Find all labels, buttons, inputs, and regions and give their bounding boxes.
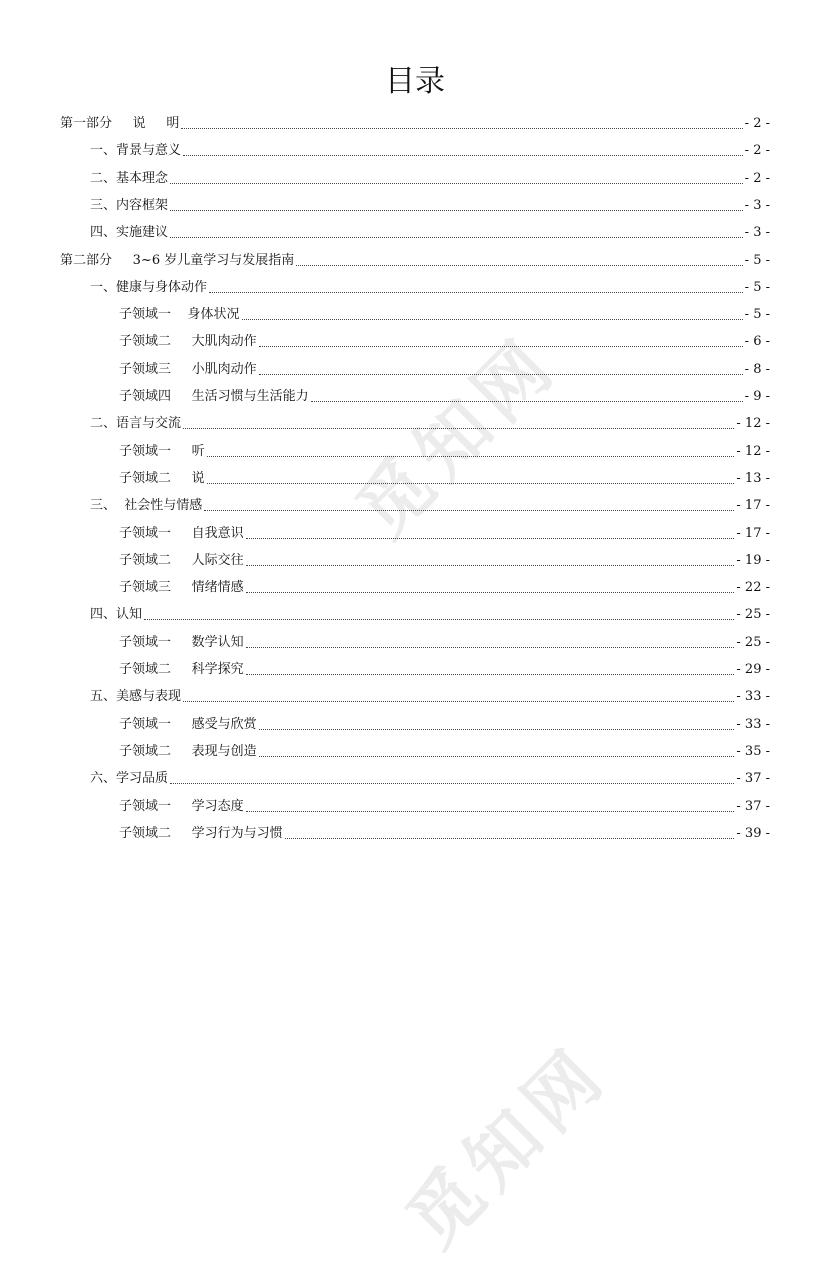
toc-entry-label: 子领域二 说 bbox=[119, 470, 205, 486]
toc-entry[interactable] bbox=[90, 678, 770, 705]
dot-leader bbox=[246, 564, 735, 566]
dot-leader bbox=[259, 345, 743, 347]
dot-leader bbox=[170, 236, 743, 238]
toc-entry[interactable] bbox=[90, 487, 770, 514]
toc-entry[interactable] bbox=[119, 624, 770, 651]
toc-entry-page-number: - 19 - bbox=[736, 552, 770, 568]
toc-entry-page-number: - 12 - bbox=[736, 416, 770, 432]
toc-entry-label: 子领域二 表现与创造 bbox=[119, 743, 257, 759]
toc-entry-page-number: - 33 - bbox=[736, 716, 770, 732]
watermark-text: 觅知网 bbox=[390, 1029, 624, 1263]
toc-entry-page-number: - 17 - bbox=[736, 525, 770, 541]
toc-entry[interactable] bbox=[90, 187, 770, 214]
toc-entry-label: 子领域一 听 bbox=[119, 443, 205, 459]
dot-leader bbox=[170, 182, 743, 184]
toc-entry-label: 子领域二 科学探究 bbox=[119, 662, 244, 677]
dot-leader bbox=[246, 591, 735, 593]
toc-entry[interactable] bbox=[119, 542, 770, 569]
toc-entry[interactable] bbox=[90, 132, 770, 159]
toc-entry[interactable] bbox=[90, 269, 770, 296]
toc-entry[interactable] bbox=[90, 596, 770, 623]
dot-leader bbox=[246, 810, 735, 812]
toc-entry-page-number: - 13 - bbox=[736, 470, 770, 486]
toc-entry-label: 子领域一 数学认知 bbox=[119, 634, 244, 650]
toc-entry-label: 第二部分 3~6 岁儿童学习与发展指南 bbox=[60, 252, 295, 268]
dot-leader bbox=[246, 537, 735, 539]
toc-entry[interactable] bbox=[119, 351, 770, 378]
toc-entry[interactable] bbox=[119, 378, 770, 405]
dot-leader bbox=[170, 209, 743, 211]
toc-entry-page-number: - 6 - bbox=[744, 334, 770, 350]
dot-leader bbox=[296, 264, 742, 266]
dot-leader bbox=[144, 618, 734, 620]
dot-leader bbox=[183, 427, 734, 429]
toc-entry-label: 一、背景与意义 bbox=[90, 143, 182, 159]
toc-entry-page-number: - 17 - bbox=[736, 498, 770, 514]
toc-entry[interactable] bbox=[119, 788, 770, 815]
toc-entry-page-number: - 37 - bbox=[736, 798, 770, 814]
toc-entry-page-number: - 35 - bbox=[736, 743, 770, 759]
toc-entry[interactable] bbox=[119, 296, 770, 323]
toc-entry-page-number: - 2 - bbox=[744, 170, 770, 186]
toc-entry-page-number: - 3 - bbox=[744, 225, 770, 241]
dot-leader bbox=[209, 291, 743, 293]
dot-leader bbox=[259, 728, 735, 730]
toc-entry-label: 子领域二 学习行为与习惯 bbox=[119, 825, 283, 841]
dot-leader bbox=[183, 154, 743, 156]
toc-entry-label: 子领域一 感受与欣赏 bbox=[119, 716, 257, 732]
toc-entry-page-number: - 29 - bbox=[736, 662, 770, 677]
toc-entry[interactable] bbox=[90, 160, 770, 187]
toc-entry-label: 二、语言与交流 bbox=[90, 416, 182, 432]
dot-leader bbox=[285, 837, 735, 839]
toc-entry[interactable] bbox=[119, 733, 770, 760]
toc-entry-label: 二、基本理念 bbox=[90, 170, 169, 186]
dot-leader bbox=[242, 318, 743, 320]
toc-entry-page-number: - 33 - bbox=[736, 689, 770, 705]
toc-entry[interactable] bbox=[119, 460, 770, 487]
toc-entry-label: 四、认知 bbox=[90, 607, 143, 623]
toc-entry[interactable] bbox=[90, 405, 770, 432]
dot-leader bbox=[183, 700, 734, 702]
toc-entry[interactable] bbox=[60, 105, 770, 132]
toc-entry-page-number: - 2 - bbox=[744, 116, 770, 131]
dot-leader bbox=[311, 400, 743, 402]
toc-entry-label: 子领域三 小肌肉动作 bbox=[119, 361, 257, 377]
toc-entry-page-number: - 9 - bbox=[744, 389, 770, 404]
toc-entry-label: 三、内容框架 bbox=[90, 197, 169, 213]
dot-leader bbox=[181, 127, 742, 129]
toc-entry-label: 子领域二 人际交往 bbox=[119, 552, 244, 568]
dot-leader bbox=[207, 482, 735, 484]
dot-leader bbox=[207, 455, 735, 457]
toc-entry-label: 一、健康与身体动作 bbox=[90, 279, 208, 295]
toc-entry-page-number: - 25 - bbox=[736, 634, 770, 650]
dot-leader bbox=[259, 373, 743, 375]
dot-leader bbox=[246, 673, 735, 675]
toc-entry[interactable] bbox=[119, 433, 770, 460]
toc-entry-page-number: - 22 - bbox=[736, 580, 770, 596]
toc-entry-page-number: - 12 - bbox=[736, 443, 770, 459]
toc-entry-label: 第一部分 说 明 bbox=[60, 116, 180, 131]
toc-entry-page-number: - 5 - bbox=[744, 279, 770, 295]
dot-leader bbox=[170, 782, 734, 784]
toc-entry-label: 五、美感与表现 bbox=[90, 689, 182, 705]
toc-entry-page-number: - 5 - bbox=[744, 252, 770, 268]
watermark-text: 觅知网 bbox=[340, 319, 574, 553]
toc-entry[interactable] bbox=[119, 815, 770, 842]
toc-entry-label: 子领域一 自我意识 bbox=[119, 525, 244, 541]
dot-leader bbox=[204, 509, 734, 511]
toc-entry-label: 六、学习品质 bbox=[90, 771, 169, 787]
toc-entry-page-number: - 25 - bbox=[736, 607, 770, 623]
toc-entry-page-number: - 39 - bbox=[736, 825, 770, 841]
toc-entry-label: 子领域一 身体状况 bbox=[119, 307, 240, 323]
toc-entry[interactable] bbox=[119, 515, 770, 542]
toc-entry-page-number: - 3 - bbox=[744, 197, 770, 213]
watermark-bottom bbox=[379, 1018, 626, 1265]
toc-entry-page-number: - 2 - bbox=[744, 143, 770, 159]
page-title: 目录 bbox=[385, 64, 445, 99]
toc-entry-label: 三、 社会性与情感 bbox=[90, 498, 203, 514]
toc-entry[interactable] bbox=[119, 706, 770, 733]
toc-entry[interactable] bbox=[119, 323, 770, 350]
toc-entry-label: 子领域四 生活习惯与生活能力 bbox=[119, 389, 309, 404]
toc-entry-page-number: - 8 - bbox=[744, 361, 770, 377]
dot-leader bbox=[259, 755, 735, 757]
toc-entry-page-number: - 37 - bbox=[736, 771, 770, 787]
toc-entry[interactable] bbox=[119, 569, 770, 596]
toc-entry-label: 子领域三 情绪情感 bbox=[119, 580, 244, 596]
toc-entry[interactable] bbox=[90, 760, 770, 787]
toc-entry[interactable] bbox=[60, 242, 770, 269]
toc-entry-page-number: - 5 - bbox=[744, 307, 770, 323]
toc-entry[interactable] bbox=[90, 214, 770, 241]
toc-entry-label: 子领域二 大肌肉动作 bbox=[119, 334, 257, 350]
toc-entry[interactable] bbox=[119, 651, 770, 678]
toc-entry-label: 子领域一 学习态度 bbox=[119, 798, 244, 814]
toc-entry-label: 四、实施建议 bbox=[90, 225, 169, 241]
dot-leader bbox=[246, 646, 735, 648]
